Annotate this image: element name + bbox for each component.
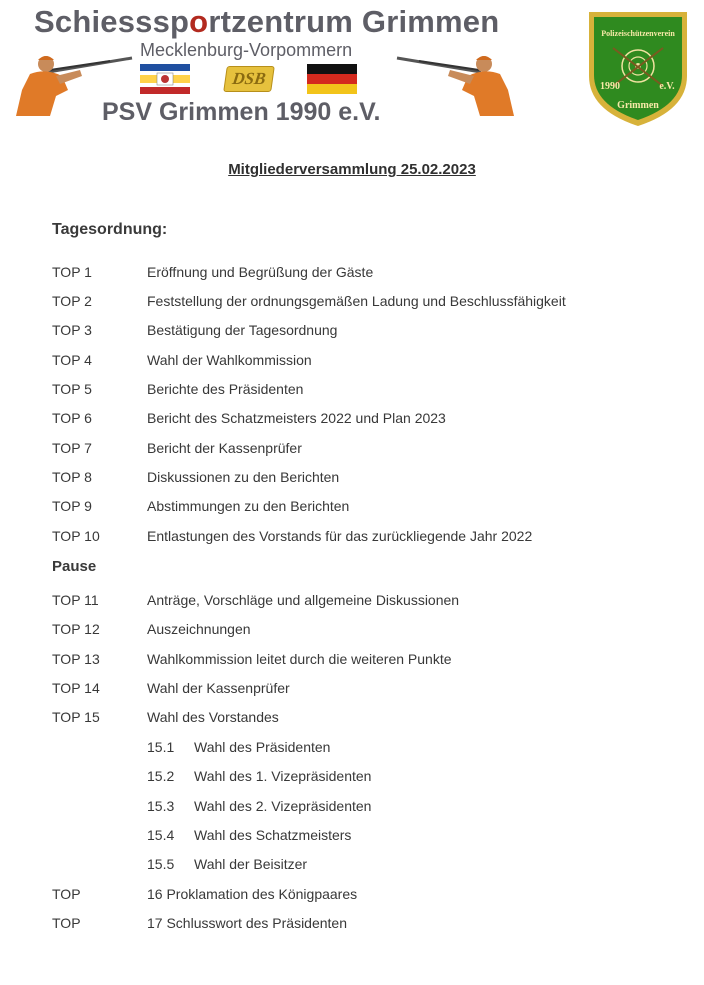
letterhead <box>0 0 704 140</box>
agenda-item <box>52 915 672 935</box>
agenda-number: TOP 3 <box>52 322 92 338</box>
agenda-text: Wahl der Kassenprüfer <box>147 680 290 696</box>
mv-flag-icon <box>140 64 190 94</box>
agenda-item <box>52 293 672 313</box>
agenda-number: TOP 7 <box>52 440 92 456</box>
agenda-text: Wahlkommission leitet durch die weiteren Punkte <box>147 651 452 667</box>
agenda-item <box>52 592 672 612</box>
agenda-text: Auszeichnungen <box>147 621 251 637</box>
pause-label: Pause <box>52 558 97 575</box>
agenda-item <box>52 469 672 489</box>
german-flag-icon <box>307 64 357 94</box>
agenda-subitem <box>147 798 647 818</box>
agenda-item <box>52 621 672 641</box>
subitem-text: Wahl des Präsidenten <box>194 739 331 755</box>
agenda-number: TOP 1 <box>52 264 92 280</box>
agenda-item <box>52 264 672 284</box>
agenda-subitem <box>147 739 647 759</box>
agenda-text: Eröffnung und Begrüßung der Gäste <box>147 264 374 280</box>
agenda-number: TOP 9 <box>52 498 92 514</box>
agenda-text: Diskussionen zu den Berichten <box>147 469 340 485</box>
agenda-item <box>52 410 672 430</box>
agenda-number: TOP 15 <box>52 709 100 725</box>
subitem-number: 15.3 <box>147 798 175 814</box>
emblem-city: Grimmen <box>617 100 659 111</box>
agenda-text: Berichte des Präsidenten <box>147 381 304 397</box>
agenda-item <box>52 352 672 372</box>
agenda-item <box>52 498 672 518</box>
org-region: Mecklenburg-Vorpommern <box>140 40 353 60</box>
section-heading: Tagesordnung: <box>52 221 168 238</box>
agenda-text: Wahl der Wahlkommission <box>147 352 312 368</box>
agenda-text: Entlastungen des Vorstands für das zurückliegende Jahr 2022 <box>147 528 533 544</box>
agenda-number: TOP 12 <box>52 621 100 637</box>
subitem-text: Wahl der Beisitzer <box>194 856 308 872</box>
agenda-number: TOP 5 <box>52 381 92 397</box>
agenda-item <box>52 680 672 700</box>
agenda-text: 17 Schlusswort des Präsidenten <box>147 915 347 931</box>
club-emblem-icon <box>583 6 693 130</box>
agenda-text: Anträge, Vorschläge und allgemeine Diskussionen <box>147 592 460 608</box>
agenda-number: TOP 6 <box>52 410 92 426</box>
agenda-number: TOP 14 <box>52 680 100 696</box>
emblem-suffix: e.V. <box>659 81 675 92</box>
subitem-number: 15.1 <box>147 739 175 755</box>
agenda-number: TOP 2 <box>52 293 92 309</box>
club-name: PSV Grimmen 1990 e.V. <box>102 98 381 126</box>
agenda-number: TOP 10 <box>52 528 100 544</box>
shooter-right-icon <box>395 50 520 120</box>
agenda-item <box>52 381 672 401</box>
subitem-text: Wahl des 1. Vizepräsidenten <box>194 768 372 784</box>
subitem-number: 15.4 <box>147 827 175 843</box>
agenda-item <box>52 651 672 671</box>
agenda-item <box>52 440 672 460</box>
target-o-letter: o <box>189 4 209 39</box>
agenda-text: Bestätigung der Tagesordnung <box>147 322 338 338</box>
subitem-text: Wahl des 2. Vizepräsidenten <box>194 798 372 814</box>
agenda-text: Bericht der Kassenprüfer <box>147 440 302 456</box>
agenda-text: Abstimmungen zu den Berichten <box>147 498 350 514</box>
org-title: Schiesssportzentrum Grimmen <box>34 4 500 39</box>
agenda-item <box>52 709 672 729</box>
agenda-number: TOP 4 <box>52 352 92 368</box>
subitem-number: 15.2 <box>147 768 175 784</box>
agenda-subitem <box>147 856 647 876</box>
document-title: Mitgliederversammlung 25.02.2023 <box>228 161 476 178</box>
dsb-logo: DSB <box>223 66 275 92</box>
emblem-year: 1990 <box>600 81 620 92</box>
emblem-top-text: Polizeischützenverein <box>601 29 675 38</box>
agenda-subitem <box>147 827 647 847</box>
agenda-number: TOP <box>52 915 81 931</box>
agenda-text: Bericht des Schatzmeisters 2022 und Plan 2023 <box>147 410 446 426</box>
agenda-item <box>52 322 672 342</box>
agenda-text: Wahl des Vorstandes <box>147 709 279 725</box>
agenda-item <box>52 528 672 548</box>
subitem-text: Wahl des Schatzmeisters <box>194 827 352 843</box>
agenda-number: TOP <box>52 886 81 902</box>
agenda-number: TOP 8 <box>52 469 92 485</box>
agenda-number: TOP 11 <box>52 592 99 608</box>
agenda-text: 16 Proklamation des Königpaares <box>147 886 358 902</box>
agenda-subitem <box>147 768 647 788</box>
agenda-text: Feststellung der ordnungsgemäßen Ladung und Beschlussfähigkeit <box>147 293 566 309</box>
subitem-number: 15.5 <box>147 856 175 872</box>
agenda-item <box>52 886 672 906</box>
agenda-number: TOP 13 <box>52 651 100 667</box>
